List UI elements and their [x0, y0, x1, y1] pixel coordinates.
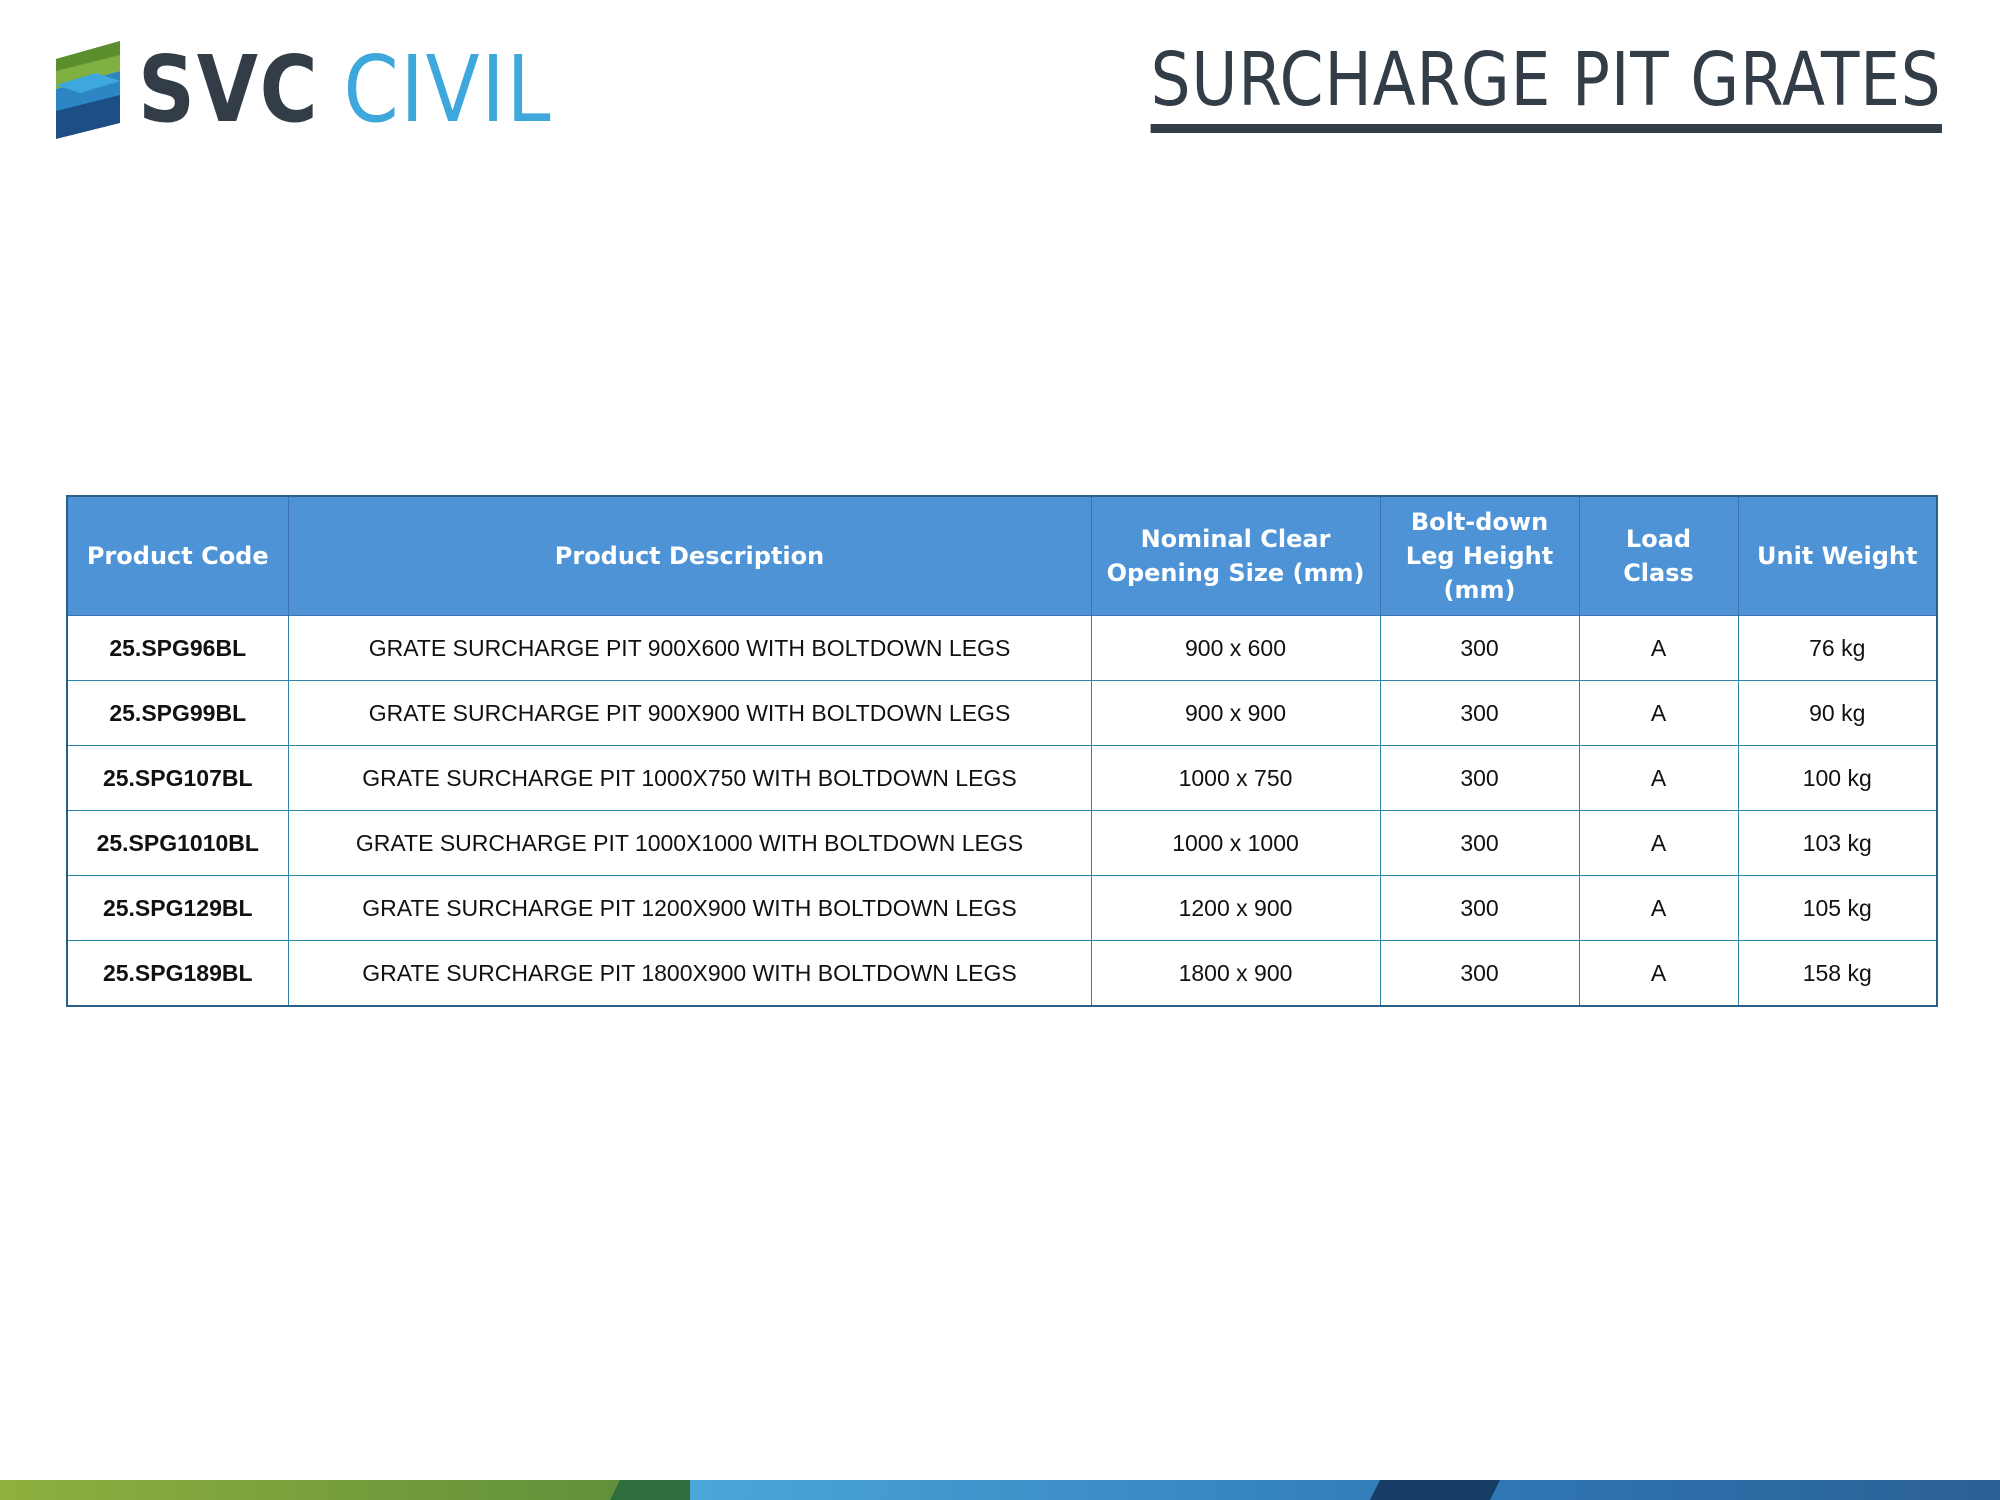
column-header-opening-size: Nominal Clear Opening Size (mm)	[1091, 496, 1380, 616]
opening-size-cell: 1200 x 900	[1091, 876, 1380, 941]
table-row	[67, 681, 1937, 746]
load-class-cell: A	[1579, 876, 1738, 941]
product-description-cell: GRATE SURCHARGE PIT 900X600 WITH BOLTDOWN LEGS	[288, 616, 1091, 681]
footer-decorative-band	[0, 1480, 2000, 1500]
unit-weight-cell: 100 kg	[1738, 746, 1937, 811]
unit-weight-cell: 76 kg	[1738, 616, 1937, 681]
svc-logo-mark-icon	[56, 41, 120, 139]
brand-name-light: CIVIL	[343, 36, 553, 143]
product-code-cell: 25.SPG1010BL	[67, 811, 288, 876]
column-header-product-code: Product Code	[67, 496, 288, 616]
brand-name-bold: SVC	[138, 36, 320, 143]
load-class-cell: A	[1579, 941, 1738, 1007]
product-description-cell: GRATE SURCHARGE PIT 900X900 WITH BOLTDOWN LEGS	[288, 681, 1091, 746]
table-row	[67, 616, 1937, 681]
product-table	[66, 495, 1938, 1007]
unit-weight-cell: 158 kg	[1738, 941, 1937, 1007]
product-code-cell: 25.SPG96BL	[67, 616, 288, 681]
column-header-leg-height: Bolt-down Leg Height (mm)	[1380, 496, 1579, 616]
leg-height-cell: 300	[1380, 941, 1579, 1007]
leg-height-cell: 300	[1380, 811, 1579, 876]
table-header-row	[67, 496, 1937, 616]
leg-height-cell: 300	[1380, 681, 1579, 746]
product-table-container	[66, 495, 1936, 1007]
column-header-load-class: Load Class	[1579, 496, 1738, 616]
opening-size-cell: 1000 x 1000	[1091, 811, 1380, 876]
table-row	[67, 876, 1937, 941]
leg-height-cell: 300	[1380, 616, 1579, 681]
unit-weight-cell: 105 kg	[1738, 876, 1937, 941]
load-class-cell: A	[1579, 681, 1738, 746]
table-row	[67, 746, 1937, 811]
product-code-cell: 25.SPG107BL	[67, 746, 288, 811]
opening-size-cell: 900 x 900	[1091, 681, 1380, 746]
product-code-cell: 25.SPG189BL	[67, 941, 288, 1007]
opening-size-cell: 1000 x 750	[1091, 746, 1380, 811]
unit-weight-cell: 90 kg	[1738, 681, 1937, 746]
opening-size-cell: 1800 x 900	[1091, 941, 1380, 1007]
product-code-cell: 25.SPG129BL	[67, 876, 288, 941]
product-description-cell: GRATE SURCHARGE PIT 1800X900 WITH BOLTDOWN LEGS	[288, 941, 1091, 1007]
brand-logo	[56, 36, 620, 143]
brand-wordmark	[138, 36, 553, 143]
page-title: SURCHARGE PIT GRATES	[1151, 36, 1942, 133]
column-header-product-description: Product Description	[288, 496, 1091, 616]
load-class-cell: A	[1579, 811, 1738, 876]
product-code-cell: 25.SPG99BL	[67, 681, 288, 746]
leg-height-cell: 300	[1380, 746, 1579, 811]
leg-height-cell: 300	[1380, 876, 1579, 941]
opening-size-cell: 900 x 600	[1091, 616, 1380, 681]
load-class-cell: A	[1579, 616, 1738, 681]
product-description-cell: GRATE SURCHARGE PIT 1000X1000 WITH BOLTDOWN LEGS	[288, 811, 1091, 876]
table-row	[67, 811, 1937, 876]
load-class-cell: A	[1579, 746, 1738, 811]
unit-weight-cell: 103 kg	[1738, 811, 1937, 876]
product-description-cell: GRATE SURCHARGE PIT 1200X900 WITH BOLTDOWN LEGS	[288, 876, 1091, 941]
product-description-cell: GRATE SURCHARGE PIT 1000X750 WITH BOLTDOWN LEGS	[288, 746, 1091, 811]
column-header-unit-weight: Unit Weight	[1738, 496, 1937, 616]
table-row	[67, 941, 1937, 1007]
